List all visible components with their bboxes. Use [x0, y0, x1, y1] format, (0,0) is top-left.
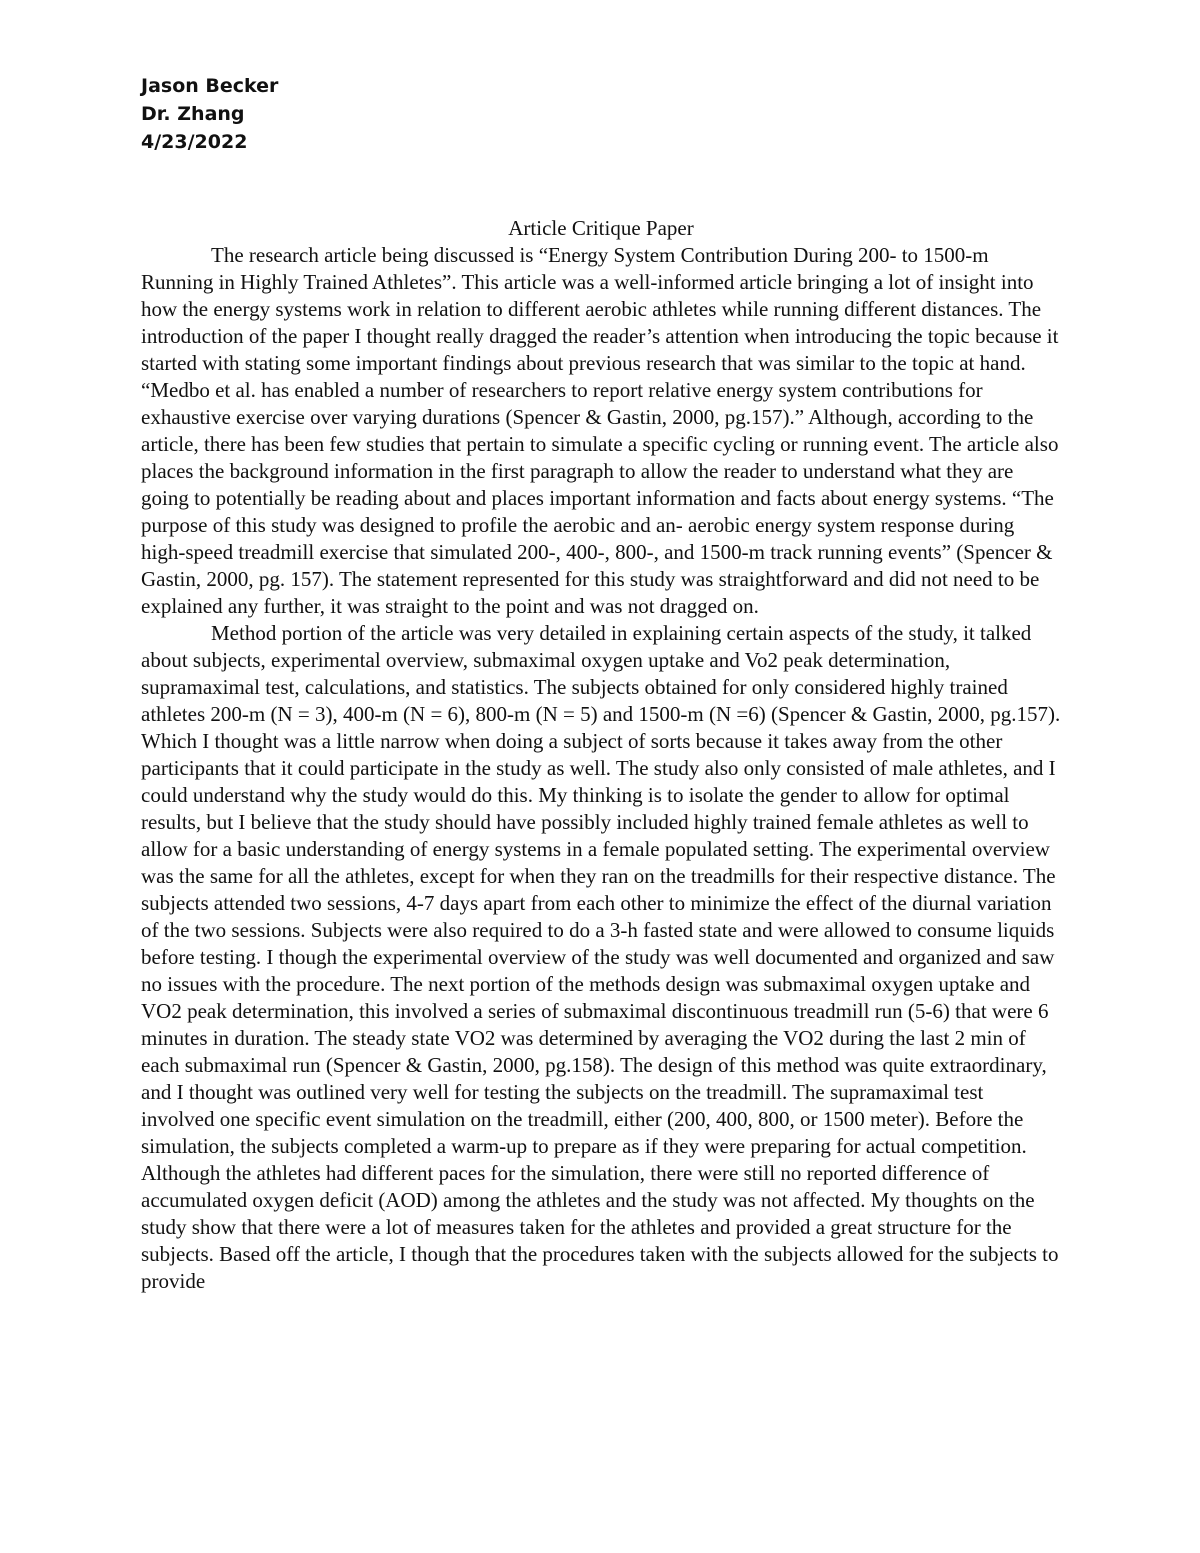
instructor-name: Dr. Zhang: [141, 103, 245, 125]
paragraph-introduction: The research article being discussed is “Energy System Contribution During 200- to 1500-m Running in Highly Trained Athletes”. This article was a well-informed article bringing a lot of insight into how the energy systems work in relation to different aerobic athletes while running different distances. The introduction of the paper I thought really dragged the reader’s attention when introducing the topic because it started with stating some important findings about previous research that was similar to the topic at hand. “Medbo et al. has enabled a number of researchers to report relative energy system contributions for exhaustive exercise over varying durations (Spencer & Gastin, 2000, pg.157).” Although, according to the article, there has been few studies that pertain to simulate a specific cycling or running event. The article also places the background information in the first paragraph to allow the reader to understand what they are going to potentially be reading about and places important information and facts about energy systems. “The purpose of this study was designed to profile the aerobic and an- aerobic energy system response during high-speed treadmill exercise that simulated 200-, 400-, 800-, and 1500-m track running events” (Spencer & Gastin, 2000, pg. 157). The statement represented for this study was straightforward and did not need to be explained any further, it was straight to the point and was not dragged on.: [141, 243, 1059, 618]
paragraph-methods: Method portion of the article was very detailed in explaining certain aspects of the study, it talked about subjects, experimental overview, submaximal oxygen uptake and Vo2 peak determination, supramaximal test, calculations, and statistics. The subjects obtained for only considered highly trained athletes 200-m (N = 3), 400-m (N = 6), 800-m (N = 5) and 1500-m (N =6) (Spencer & Gastin, 2000, pg.157). Which I thought was a little narrow when doing a subject of sorts because it takes away from the other participants that it could participate in the study as well. The study also only consisted of male athletes, and I could understand why the study would do this. My thinking is to isolate the gender to allow for optimal results, but I believe that the study should have possibly included highly trained female athletes as well to allow for a basic understanding of energy systems in a female populated setting. The experimental overview was the same for all the athletes, except for when they ran on the treadmills for their respective distance. The subjects attended two sessions, 4-7 days apart from each other to minimize the effect of the diurnal variation of the two sessions. Subjects were also required to do a 3-h fasted state and were allowed to consume liquids before testing. I though the experimental overview of the study was well documented and organized and saw no issues with the procedure. The next portion of the methods design was submaximal oxygen uptake and VO2 peak determination, this involved a series of submaximal discontinuous treadmill run (5-6) that were 6 minutes in duration. The steady state VO2 was determined by averaging the VO2 during the last 2 min of each submaximal run (Spencer & Gastin, 2000, pg.158). The design of this method was quite extraordinary, and I thought was outlined very well for testing the subjects on the treadmill. The supramaximal test involved one specific event simulation on the treadmill, either (200, 400, 800, or 1500 meter). Before the simulation, the subjects completed a warm-up to prepare as if they were preparing for actual competition. Although the athletes had different paces for the simulation, there were still no reported difference of accumulated oxygen deficit (AOD) among the athletes and the study was not affected. My thoughts on the study show that there were a lot of measures taken for the athletes and provided a great structure for the subjects. Based off the article, I though that the procedures taken with the subjects allowed for the subjects to provide: [141, 621, 1061, 1293]
header-block: [141, 72, 278, 156]
submission-date: 4/23/2022: [141, 131, 248, 153]
author-name: Jason Becker: [141, 75, 279, 97]
document-title: Article Critique Paper: [508, 216, 694, 240]
document-body: [141, 215, 1061, 1295]
